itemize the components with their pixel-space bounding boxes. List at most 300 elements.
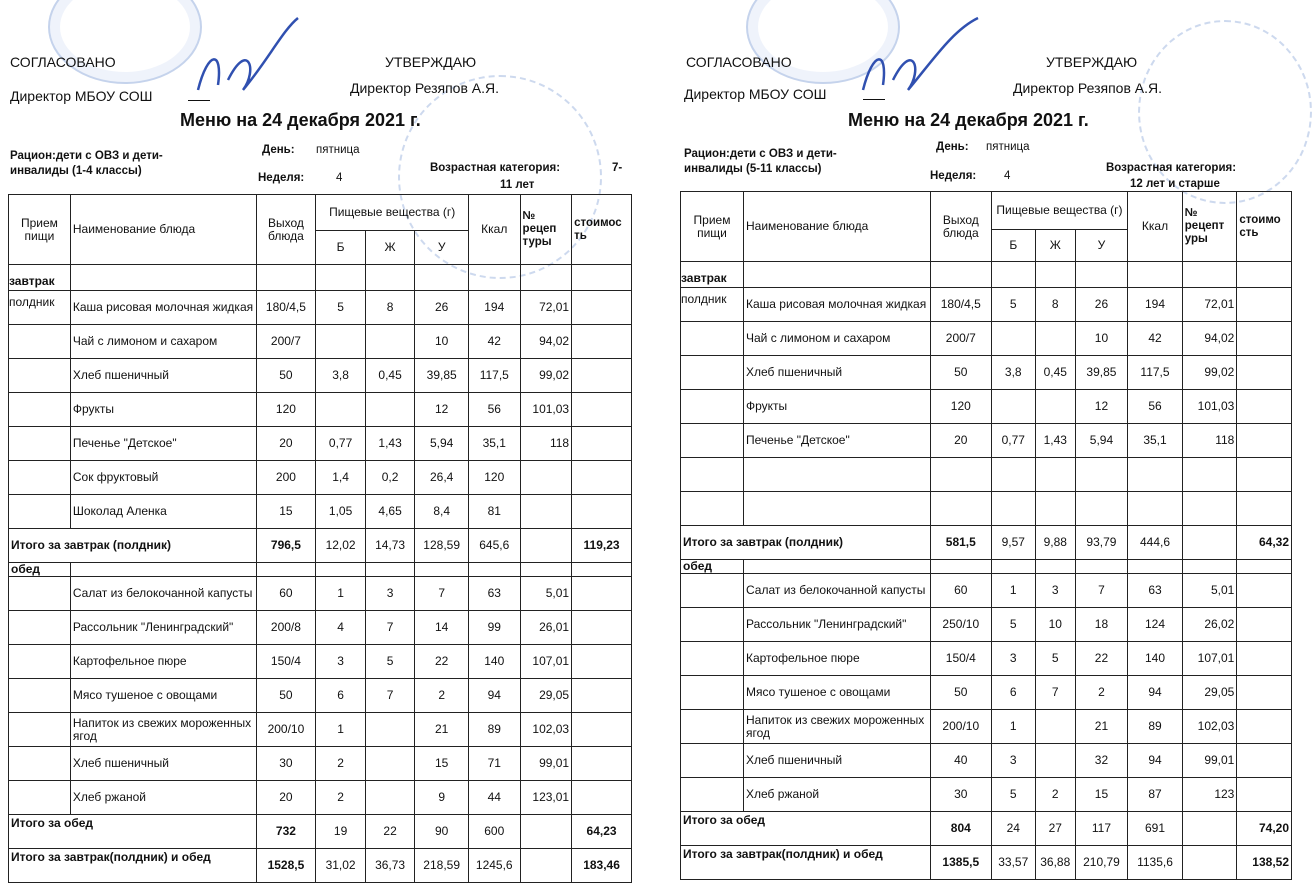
total-label: Итого за завтрак (полдник)	[681, 526, 931, 560]
kcal-cell: 63	[468, 577, 520, 611]
confirm-label: УТВЕРЖДАЮ	[385, 54, 477, 70]
table-row	[9, 393, 632, 427]
protein-cell: 0,77	[316, 427, 366, 461]
meal-cell	[9, 359, 71, 393]
recipe-cell: 5,01	[1182, 574, 1237, 608]
table-row	[681, 676, 1292, 710]
meal-cell	[9, 611, 71, 645]
recipe-cell: 118	[520, 427, 572, 461]
table-row	[681, 458, 1292, 492]
kcal-cell: 56	[1128, 390, 1183, 424]
table-row	[9, 747, 632, 781]
carb-cell: 26	[1075, 288, 1128, 322]
kcal-cell	[1128, 458, 1183, 492]
cost-cell	[572, 713, 632, 747]
meal-cell	[681, 271, 744, 322]
kcal-cell: 81	[468, 495, 520, 529]
fat-cell: 5	[365, 645, 415, 679]
grand-total-zh: 36,73	[365, 849, 415, 883]
table-row	[681, 424, 1292, 458]
confirm-director: Директор Резяпов А.Я.	[350, 80, 499, 96]
table-row	[9, 611, 632, 645]
cost-cell	[572, 495, 632, 529]
week-label: Неделя:	[930, 170, 977, 182]
meal-cell	[681, 424, 744, 458]
kcal-cell: 44	[468, 781, 520, 815]
lunch-rows	[9, 577, 632, 815]
kcal-cell: 89	[1128, 710, 1183, 744]
kcal-cell: 42	[468, 325, 520, 359]
dish-name-cell: Хлеб ржаной	[70, 781, 256, 815]
day-label: День:	[936, 141, 969, 153]
protein-cell: 5	[316, 291, 366, 325]
meal-cell	[9, 577, 71, 611]
yield-cell	[930, 458, 991, 492]
dish-name-cell: Напиток из свежих мороженных ягод	[70, 713, 256, 747]
dish-name-cell: Напиток из свежих мороженных ягод	[743, 710, 930, 744]
carb-cell: 12	[1075, 390, 1128, 424]
protein-cell: 5	[991, 778, 1035, 812]
dish-name-cell: Сок фруктовый	[70, 461, 256, 495]
grand-total-u: 218,59	[415, 849, 469, 883]
fat-cell: 3	[365, 577, 415, 611]
dish-name-cell: Каша рисовая молочная жидкая	[70, 291, 256, 325]
col-yield-header: Выход блюда	[930, 192, 991, 262]
grand-total-kcal: 1135,6	[1128, 846, 1183, 880]
yield-cell: 50	[930, 356, 991, 390]
kcal-cell: 63	[1128, 574, 1183, 608]
dish-name-cell: Рассольник "Ленинградский"	[70, 611, 256, 645]
kcal-cell: 94	[1128, 744, 1183, 778]
yield-cell: 200/10	[930, 710, 991, 744]
kcal-cell: 87	[1128, 778, 1183, 812]
fat-cell	[1035, 492, 1075, 526]
grand-total-cost: 138,52	[1237, 846, 1292, 880]
meal-cell	[681, 322, 744, 356]
yield-cell: 180/4,5	[256, 291, 316, 325]
fat-cell: 10	[1035, 608, 1075, 642]
carb-cell: 9	[415, 781, 469, 815]
lunch-total-label: Итого за обед	[9, 815, 257, 849]
protein-cell: 1	[316, 713, 366, 747]
cost-cell	[1237, 710, 1292, 744]
col-zh-header: Ж	[1035, 230, 1075, 262]
meal-cell	[9, 461, 71, 495]
carb-cell: 22	[1075, 642, 1128, 676]
table-row	[681, 356, 1292, 390]
dish-name-cell: Печенье "Детское"	[70, 427, 256, 461]
fat-cell	[1035, 458, 1075, 492]
col-yield-header: Выход блюда	[256, 195, 316, 265]
carb-cell: 39,85	[415, 359, 469, 393]
snack-label: полдник	[681, 292, 727, 306]
lunch-label: обед	[681, 560, 744, 574]
ration-label: Рацион:дети с ОВЗ и дети-	[10, 150, 163, 162]
cost-cell	[572, 781, 632, 815]
fat-cell	[1035, 322, 1075, 356]
protein-cell	[316, 393, 366, 427]
recipe-cell	[1182, 458, 1237, 492]
recipe-cell: 118	[1182, 424, 1237, 458]
dish-name-cell: Мясо тушеное с овощами	[70, 679, 256, 713]
day-value: пятница	[316, 144, 360, 156]
recipe-cell: 5,01	[520, 577, 572, 611]
col-zh-header: Ж	[365, 231, 415, 265]
table-row	[681, 642, 1292, 676]
meal-cell	[681, 458, 744, 492]
meal-cell	[681, 608, 744, 642]
fat-cell: 1,43	[365, 427, 415, 461]
meal-cell	[681, 492, 744, 526]
fat-cell: 8	[365, 291, 415, 325]
lunch-total-label: Итого за обед	[681, 812, 931, 846]
kcal-cell: 35,1	[1128, 424, 1183, 458]
recipe-cell: 94,02	[520, 325, 572, 359]
lunch-label: обед	[9, 563, 71, 577]
lunch-total-yield: 804	[930, 812, 991, 846]
col-meal-header: Прием пищи	[681, 192, 744, 262]
cost-cell	[572, 427, 632, 461]
meal-cell	[9, 274, 71, 325]
yield-cell: 200/7	[256, 325, 316, 359]
fat-cell	[1035, 744, 1075, 778]
protein-cell: 6	[991, 676, 1035, 710]
table-row	[681, 390, 1292, 424]
day-label: День:	[262, 144, 295, 156]
breakfast-total-row	[681, 526, 1292, 560]
cost-cell	[572, 577, 632, 611]
fat-cell	[365, 747, 415, 781]
col-recipe-header: № рецепт уры	[1182, 192, 1237, 262]
dish-name-cell: Чай с лимоном и сахаром	[70, 325, 256, 359]
carb-cell: 5,94	[415, 427, 469, 461]
protein-cell: 3,8	[316, 359, 366, 393]
age-label: Возрастная категория:	[1106, 162, 1237, 174]
recipe-cell: 123	[1182, 778, 1237, 812]
dish-name-cell	[743, 458, 930, 492]
cost-cell	[1237, 574, 1292, 608]
total-u: 93,79	[1075, 526, 1128, 560]
recipe-cell: 72,01	[520, 291, 572, 325]
dish-name-cell: Чай с лимоном и сахаром	[743, 322, 930, 356]
fat-cell: 2	[1035, 778, 1075, 812]
round-seal-stamp	[1138, 20, 1312, 204]
grand-total-b: 31,02	[316, 849, 366, 883]
ration-label-2: инвалиды (1-4 классы)	[10, 165, 142, 177]
yield-cell: 200	[256, 461, 316, 495]
table-row	[9, 495, 632, 529]
meal-cell	[681, 744, 744, 778]
col-dish-header: Наименование блюда	[743, 192, 930, 262]
lunch-total-yield: 732	[256, 815, 316, 849]
signature-icon	[853, 10, 993, 110]
carb-cell: 32	[1075, 744, 1128, 778]
meal-cell	[681, 676, 744, 710]
lunch-total-zh: 27	[1035, 812, 1075, 846]
yield-cell: 20	[256, 781, 316, 815]
snack-label: полдник	[9, 295, 55, 309]
cost-cell	[572, 359, 632, 393]
col-cost-header: стоимос ть	[572, 195, 632, 265]
yield-cell: 15	[256, 495, 316, 529]
yield-cell: 50	[256, 679, 316, 713]
meal-cell	[681, 574, 744, 608]
total-zh: 14,73	[365, 529, 415, 563]
fat-cell	[365, 325, 415, 359]
kcal-cell: 35,1	[468, 427, 520, 461]
lunch-total-u: 90	[415, 815, 469, 849]
kcal-cell: 124	[1128, 608, 1183, 642]
cost-cell	[572, 461, 632, 495]
dish-name-cell	[743, 492, 930, 526]
cost-cell	[1237, 424, 1292, 458]
lunch-total-row	[681, 812, 1292, 846]
day-value: пятница	[986, 141, 1030, 153]
recipe-cell: 72,01	[1182, 288, 1237, 322]
meal-cell	[681, 710, 744, 744]
cost-cell	[1237, 322, 1292, 356]
carb-cell	[1075, 492, 1128, 526]
age-value-b: 12 лет и старше	[1130, 178, 1220, 190]
grand-total-zh: 36,88	[1035, 846, 1075, 880]
carb-cell: 22	[415, 645, 469, 679]
fat-cell	[365, 781, 415, 815]
table-row	[9, 645, 632, 679]
yield-cell: 120	[256, 393, 316, 427]
carb-cell: 12	[415, 393, 469, 427]
menu-table	[8, 194, 632, 883]
meal-cell	[9, 393, 71, 427]
carb-cell: 5,94	[1075, 424, 1128, 458]
protein-cell: 4	[316, 611, 366, 645]
protein-cell: 3	[316, 645, 366, 679]
cost-cell	[572, 291, 632, 325]
col-nutrients-header: Пищевые вещества (г)	[991, 192, 1127, 230]
approved-label: СОГЛАСОВАНО	[10, 54, 116, 70]
lunch-total-kcal: 600	[468, 815, 520, 849]
recipe-cell: 101,03	[520, 393, 572, 427]
protein-cell	[991, 492, 1035, 526]
week-label: Неделя:	[258, 172, 305, 184]
lunch-total-kcal: 691	[1128, 812, 1183, 846]
fat-cell: 0,2	[365, 461, 415, 495]
dish-name-cell: Хлеб пшеничный	[743, 744, 930, 778]
kcal-cell: 194	[468, 291, 520, 325]
col-kcal-header: Ккал	[468, 195, 520, 265]
kcal-cell: 117,5	[468, 359, 520, 393]
approved-signature-line	[863, 99, 885, 100]
recipe-cell: 99,01	[1182, 744, 1237, 778]
col-b-header: Б	[991, 230, 1035, 262]
fat-cell	[365, 713, 415, 747]
yield-cell: 50	[256, 359, 316, 393]
cost-cell	[572, 747, 632, 781]
table-header-row	[9, 195, 632, 231]
total-kcal: 444,6	[1128, 526, 1183, 560]
cost-cell	[572, 611, 632, 645]
total-label: Итого за завтрак (полдник)	[9, 529, 257, 563]
recipe-cell	[1182, 492, 1237, 526]
table-row	[681, 710, 1292, 744]
carb-cell: 21	[415, 713, 469, 747]
col-recipe-header: № рецеп туры	[520, 195, 572, 265]
protein-cell: 1	[991, 710, 1035, 744]
table-row	[681, 778, 1292, 812]
kcal-cell	[1128, 492, 1183, 526]
protein-cell	[991, 322, 1035, 356]
protein-cell: 2	[316, 781, 366, 815]
protein-cell: 2	[316, 747, 366, 781]
table-row	[9, 679, 632, 713]
recipe-cell: 107,01	[1182, 642, 1237, 676]
lunch-total-u: 117	[1075, 812, 1128, 846]
dish-name-cell: Картофельное пюре	[70, 645, 256, 679]
cost-cell	[1237, 356, 1292, 390]
kcal-cell: 117,5	[1128, 356, 1183, 390]
recipe-cell	[520, 461, 572, 495]
protein-cell: 3	[991, 642, 1035, 676]
grand-total-b: 33,57	[991, 846, 1035, 880]
dish-name-cell: Печенье "Детское"	[743, 424, 930, 458]
yield-cell: 50	[930, 676, 991, 710]
recipe-cell: 102,03	[1182, 710, 1237, 744]
protein-cell: 5	[991, 608, 1035, 642]
carb-cell: 21	[1075, 710, 1128, 744]
protein-cell: 1	[991, 574, 1035, 608]
meal-cell	[9, 495, 71, 529]
table-row	[9, 325, 632, 359]
approved-label: СОГЛАСОВАНО	[686, 54, 792, 70]
breakfast-label: завтрак	[681, 271, 727, 285]
yield-cell: 20	[930, 424, 991, 458]
fat-cell: 7	[1035, 676, 1075, 710]
kcal-cell: 94	[1128, 676, 1183, 710]
kcal-cell: 42	[1128, 322, 1183, 356]
protein-cell: 3	[991, 744, 1035, 778]
page-title: Меню на 24 декабря 2021 г.	[848, 110, 1089, 130]
dish-name-cell: Фрукты	[743, 390, 930, 424]
carb-cell: 15	[1075, 778, 1128, 812]
grand-total-u: 210,79	[1075, 846, 1128, 880]
protein-cell	[991, 458, 1035, 492]
table-row	[681, 288, 1292, 322]
menu-page-left	[0, 0, 640, 893]
meal-cell	[681, 356, 744, 390]
recipe-cell: 99,02	[520, 359, 572, 393]
recipe-cell: 29,05	[1182, 676, 1237, 710]
confirm-director: Директор Резяпов А.Я.	[1013, 80, 1162, 96]
dish-name-cell: Мясо тушеное с овощами	[743, 676, 930, 710]
carb-cell: 39,85	[1075, 356, 1128, 390]
table-row	[9, 427, 632, 461]
fat-cell: 0,45	[1035, 356, 1075, 390]
cost-cell	[572, 679, 632, 713]
carb-cell	[1075, 458, 1128, 492]
dish-name-cell: Салат из белокочанной капусты	[70, 577, 256, 611]
cost-cell	[1237, 492, 1292, 526]
table-row-spacer	[681, 262, 1292, 288]
total-zh: 9,88	[1035, 526, 1075, 560]
col-kcal-header: Ккал	[1128, 192, 1183, 262]
total-yield: 581,5	[930, 526, 991, 560]
cost-cell	[1237, 390, 1292, 424]
fat-cell	[1035, 710, 1075, 744]
kcal-cell: 71	[468, 747, 520, 781]
kcal-cell: 56	[468, 393, 520, 427]
yield-cell: 20	[256, 427, 316, 461]
confirm-label: УТВЕРЖДАЮ	[1046, 54, 1138, 70]
dish-name-cell: Хлеб ржаной	[743, 778, 930, 812]
kcal-cell: 120	[468, 461, 520, 495]
cost-cell	[1237, 676, 1292, 710]
yield-cell: 200/8	[256, 611, 316, 645]
table-row	[9, 291, 632, 325]
breakfast-rows	[9, 274, 632, 529]
protein-cell: 3,8	[991, 356, 1035, 390]
yield-cell: 40	[930, 744, 991, 778]
carb-cell: 2	[1075, 676, 1128, 710]
meal-cell	[9, 713, 71, 747]
dish-name-cell: Картофельное пюре	[743, 642, 930, 676]
protein-cell	[991, 390, 1035, 424]
protein-cell: 6	[316, 679, 366, 713]
col-meal-header: Прием пищи	[9, 195, 71, 265]
lunch-total-b: 24	[991, 812, 1035, 846]
dish-name-cell: Фрукты	[70, 393, 256, 427]
protein-cell	[316, 325, 366, 359]
cost-cell	[1237, 608, 1292, 642]
meal-cell	[9, 645, 71, 679]
carb-cell: 7	[1075, 574, 1128, 608]
table-row	[681, 574, 1292, 608]
menu-page-right	[668, 0, 1296, 893]
yield-cell	[930, 492, 991, 526]
age-value-a: 7-	[612, 162, 623, 174]
total-cost: 119,23	[572, 529, 632, 563]
carb-cell: 10	[1075, 322, 1128, 356]
recipe-cell	[520, 495, 572, 529]
carb-cell: 26,4	[415, 461, 469, 495]
yield-cell: 30	[930, 778, 991, 812]
dish-name-cell: Шоколад Аленка	[70, 495, 256, 529]
yield-cell: 180/4,5	[930, 288, 991, 322]
carb-cell: 26	[415, 291, 469, 325]
carb-cell: 10	[415, 325, 469, 359]
cost-cell	[1237, 744, 1292, 778]
col-u-header: У	[1075, 230, 1128, 262]
recipe-cell: 107,01	[520, 645, 572, 679]
yield-cell: 150/4	[930, 642, 991, 676]
page-title: Меню на 24 декабря 2021 г.	[180, 110, 421, 130]
col-cost-header: стоимо сть	[1237, 192, 1292, 262]
col-b-header: Б	[316, 231, 366, 265]
yield-cell: 120	[930, 390, 991, 424]
fat-cell: 0,45	[365, 359, 415, 393]
recipe-cell: 94,02	[1182, 322, 1237, 356]
protein-cell: 5	[991, 288, 1035, 322]
cost-cell	[1237, 778, 1292, 812]
lunch-total-b: 19	[316, 815, 366, 849]
meal-cell	[9, 747, 71, 781]
recipe-cell: 99,01	[520, 747, 572, 781]
kcal-cell: 194	[1128, 288, 1183, 322]
fat-cell: 7	[365, 611, 415, 645]
dish-name-cell: Хлеб пшеничный	[743, 356, 930, 390]
table-row	[681, 322, 1292, 356]
kcal-cell: 94	[468, 679, 520, 713]
table-row	[681, 492, 1292, 526]
total-u: 128,59	[415, 529, 469, 563]
